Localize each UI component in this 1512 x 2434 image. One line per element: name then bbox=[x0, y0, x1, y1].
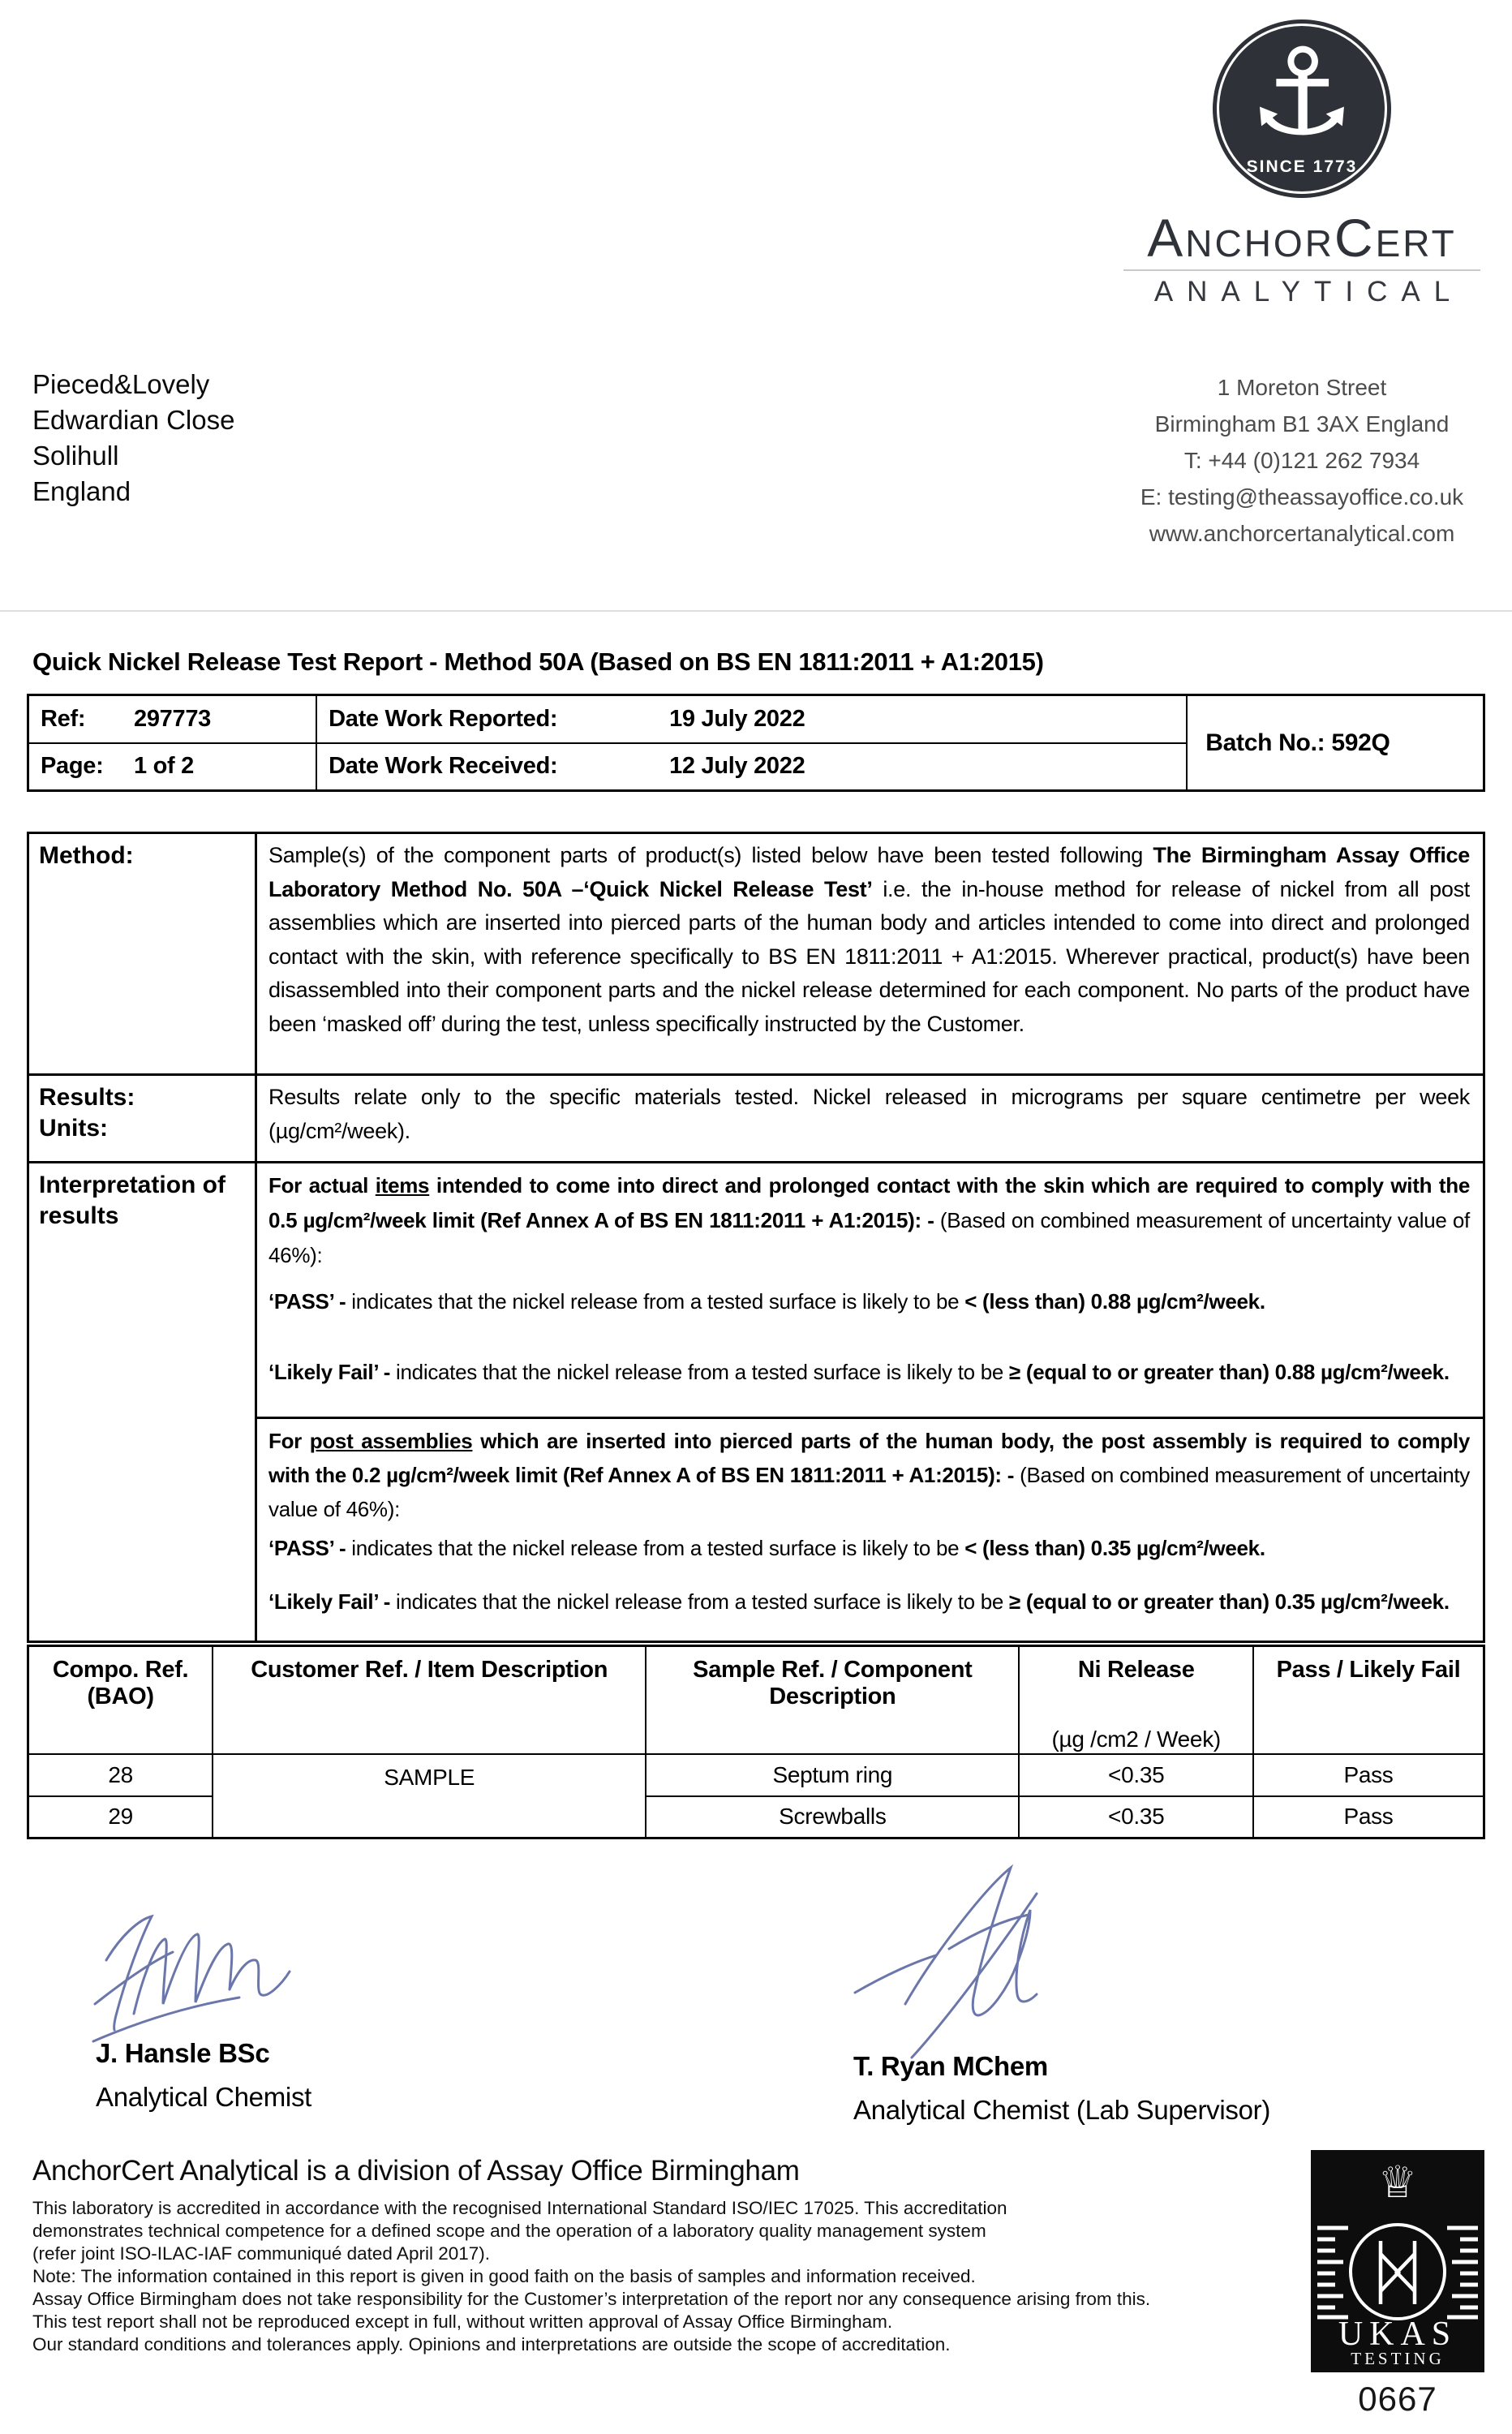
table-header-row bbox=[28, 1646, 1484, 1754]
ref-cell bbox=[28, 695, 317, 743]
address-line: Pieced&Lovely bbox=[32, 369, 210, 399]
smallprint-line: (refer joint ISO-ILAC-IAF communiqué dated April 2017). bbox=[32, 2243, 490, 2264]
logo-sub-text: ANALYTICAL bbox=[1153, 276, 1464, 307]
results-label: Results: bbox=[39, 1084, 135, 1111]
method-table bbox=[27, 832, 1485, 1643]
reference-table bbox=[27, 694, 1485, 792]
results-table bbox=[27, 1645, 1485, 1839]
batch-cell: Batch No.: 592Q bbox=[1187, 695, 1484, 791]
crown-icon: ♕ bbox=[1377, 2157, 1418, 2208]
signature-left-icon bbox=[77, 1882, 337, 2053]
ukas-name-text: UKAS bbox=[1338, 2316, 1458, 2353]
header-ni-release: Ni Release (µg /cm2 / Week) bbox=[1019, 1646, 1253, 1754]
ref-value: 297773 bbox=[134, 705, 211, 732]
smallprint-line: This test report shall not be reproduced except in full, without written approval of Assay Office Birmingham. bbox=[32, 2311, 893, 2332]
ukas-number: 0667 bbox=[1358, 2380, 1437, 2418]
method-row bbox=[29, 834, 1483, 1073]
customer-address bbox=[32, 367, 234, 510]
smallprint-line: Our standard conditions and tolerances apply. Opinions and interpretations are outside the scope of accreditation. bbox=[32, 2334, 951, 2354]
sample-ref-value: Screwballs bbox=[646, 1796, 1019, 1838]
signatory-name: J. Hansle BSc bbox=[96, 2038, 270, 2068]
ni-release-value: <0.35 bbox=[1019, 1796, 1253, 1838]
contact-line: www.anchorcertanalytical.com bbox=[1149, 521, 1455, 546]
method-label: Method: bbox=[29, 834, 257, 1073]
date-reported-cell bbox=[316, 695, 1187, 743]
accreditation-smallprint bbox=[32, 2197, 1150, 2356]
posts-pass-definition: ‘PASS’ - indicates that the nickel release from a tested surface is likely to be < (less than) 0.35 µg/cm²/week. bbox=[268, 1536, 1265, 1560]
posts-intro: For post assemblies which are inserted into pierced parts of the human body, the post assembly is required to comply with the 0.2 µg/cm²/week limit (Ref Annex A of BS EN 1811:2011 + A1:2015): - (Based on combined measurement of uncertainty value of 46%): bbox=[268, 1429, 1471, 1521]
ukas-accreditation-mark bbox=[1311, 2150, 1484, 2419]
anchorcert-logo bbox=[1110, 19, 1494, 308]
date-reported-value: 19 July 2022 bbox=[669, 705, 805, 732]
ukas-type-text: TESTING bbox=[1351, 2349, 1445, 2368]
address-line: England bbox=[32, 476, 131, 506]
pass-fail-value: Pass bbox=[1253, 1754, 1484, 1796]
smallprint-line: Note: The information contained in this report is given in good faith on the basis of samples and information received. bbox=[32, 2266, 976, 2286]
report-title: Quick Nickel Release Test Report - Method 50A (Based on BS EN 1811:2011 + A1:2015) bbox=[32, 647, 1044, 676]
ni-release-value: <0.35 bbox=[1019, 1754, 1253, 1796]
table-row bbox=[28, 695, 1484, 743]
items-intro: For actual items intended to come into direct and prolonged contact with the skin which are required to comply with the 0.5 µg/cm²/week limit (Ref Annex A of BS EN 1811:2011 + A1:2015): - (Based on combined measurement of uncertainty value of 46%): bbox=[268, 1173, 1470, 1267]
items-pass-definition: ‘PASS’ - indicates that the nickel release from a tested surface is likely to be < (less than) 0.88 µg/cm²/week. bbox=[268, 1289, 1265, 1314]
address-line: Edwardian Close bbox=[32, 405, 235, 435]
posts-fail-definition: ‘Likely Fail’ - indicates that the nickel release from a tested surface is likely to be ≥ (equal to or greater than) 0.35 µg/cm²/week. bbox=[268, 1589, 1450, 1614]
header-divider bbox=[0, 610, 1512, 612]
page-value: 1 of 2 bbox=[134, 753, 194, 780]
interpretation-content bbox=[257, 1163, 1483, 1641]
pass-fail-value: Pass bbox=[1253, 1796, 1484, 1838]
customer-ref-value: SAMPLE bbox=[213, 1754, 646, 1838]
anchor-icon: ⚓ bbox=[1248, 23, 1356, 162]
table-row bbox=[28, 1754, 1484, 1796]
units-label: Units: bbox=[39, 1115, 108, 1142]
sample-ref-value: Septum ring bbox=[646, 1754, 1019, 1796]
date-received-value: 12 July 2022 bbox=[669, 753, 805, 780]
address-line: Solihull bbox=[32, 441, 119, 471]
results-units-label bbox=[29, 1076, 257, 1161]
ukas-testing-icon bbox=[1311, 2150, 1484, 2372]
smallprint-line: This laboratory is accredited in accordance with the recognised International Standard ISO/IEC 17025. This accreditation bbox=[32, 2198, 1007, 2218]
results-units-row bbox=[29, 1073, 1483, 1161]
signatory-title: Analytical Chemist (Lab Supervisor) bbox=[853, 2095, 1271, 2125]
date-received-label: Date Work Received: bbox=[329, 753, 558, 780]
smallprint-line: demonstrates technical competence for a defined scope and the operation of a laboratory quality management system bbox=[32, 2221, 986, 2241]
page-label: Page: bbox=[41, 753, 104, 780]
header-customer-ref: Customer Ref. / Item Description bbox=[213, 1646, 646, 1754]
contact-line: Birmingham B1 3AX England bbox=[1154, 411, 1450, 436]
contact-line: E: testing@theassayoffice.co.uk bbox=[1140, 484, 1464, 510]
smallprint-line: Assay Office Birmingham does not take responsibility for the Customer’s interpretation of the report nor any consequence arising from this. bbox=[32, 2289, 1151, 2309]
logo-brand-text: AnchorCert bbox=[1147, 208, 1457, 268]
lab-contact bbox=[1103, 369, 1501, 552]
signatory-title: Analytical Chemist bbox=[96, 2082, 312, 2112]
logo-divider bbox=[1123, 269, 1480, 271]
ref-label: Ref: bbox=[41, 705, 86, 732]
logo-badge bbox=[1213, 19, 1391, 198]
method-text: Sample(s) of the component parts of product(s) listed below have been tested following The Birmingham Assay Office Laboratory Method No. 50A –‘Quick Nickel Release Test’ i.e. the in-house method for release of nickel from all post assemblies which are inserted into pierced parts of the human body and articles intended to come into direct and prolonged contact with the skin, with reference specifically to BS EN 1811:2011 + A1:2015. Wherever practical, product(s) have been disassembled into their component parts and the nickel release determined for each component. No parts of the product have been ‘masked off’ during the test, unless specifically instructed by the Customer. bbox=[268, 843, 1470, 1036]
date-reported-label: Date Work Reported: bbox=[329, 705, 558, 732]
date-received-cell bbox=[316, 743, 1187, 791]
logo-since-text: SINCE 1773 bbox=[1246, 157, 1358, 176]
interpretation-block-items bbox=[257, 1163, 1483, 1417]
compo-ref-value: 29 bbox=[28, 1796, 213, 1838]
signatory-name: T. Ryan MChem bbox=[853, 2051, 1048, 2081]
header-pass-fail: Pass / Likely Fail bbox=[1253, 1646, 1484, 1754]
division-statement: AnchorCert Analytical is a division of Assay Office Birmingham bbox=[32, 2155, 800, 2187]
compo-ref-value: 28 bbox=[28, 1754, 213, 1796]
items-fail-definition: ‘Likely Fail’ - indicates that the nickel release from a tested surface is likely to be ≥ (equal to or greater than) 0.88 µg/cm²/week. bbox=[268, 1360, 1450, 1384]
contact-line: 1 Moreton Street bbox=[1217, 375, 1387, 400]
header-compo-ref: Compo. Ref. (BAO) bbox=[28, 1646, 213, 1754]
header-sample-ref: Sample Ref. / Component Description bbox=[646, 1646, 1019, 1754]
signature-right-icon bbox=[827, 1842, 1103, 2085]
interpretation-label: Interpretation of results bbox=[29, 1163, 257, 1641]
results-units-text: Results relate only to the specific materials tested. Nickel released in micrograms per square centimetre per week (µg/cm²/week). bbox=[268, 1085, 1470, 1143]
contact-line: T: +44 (0)121 262 7934 bbox=[1183, 448, 1420, 473]
interpretation-row bbox=[29, 1161, 1483, 1641]
interpretation-block-posts bbox=[257, 1417, 1483, 1641]
page-cell bbox=[28, 743, 317, 791]
